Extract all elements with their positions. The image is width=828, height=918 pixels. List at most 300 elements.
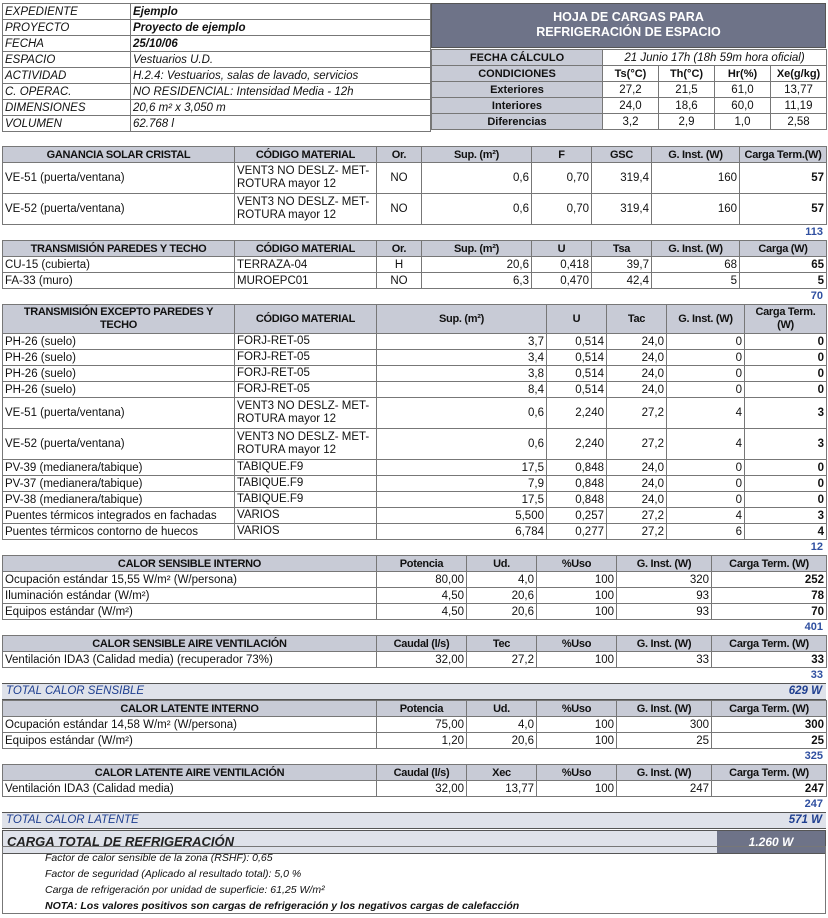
solar-subtotal: 113 — [805, 226, 823, 238]
sens_vent-cell: 32,00 — [377, 652, 467, 668]
sens_vent-cell: 33 — [712, 652, 827, 668]
sens_vent-cell: 100 — [537, 652, 617, 668]
sens_int-cell: 100 — [537, 572, 617, 588]
trans-cell: 0 — [667, 366, 745, 382]
walls-cell: 20,6 — [422, 257, 532, 273]
trans-cell: Puentes térmicos contorno de huecos — [3, 524, 235, 540]
trans-cell: VE-51 (puerta/ventana) — [3, 398, 235, 429]
sens_vent-cell: Ventilación IDA3 (Calidad media) (recuperador 73%) — [3, 652, 377, 668]
table-row — [3, 194, 827, 225]
sens_int-cell: Ocupación estándar 15,55 W/m² (W/persona) — [3, 572, 377, 588]
sens_vent-cell: 33 — [617, 652, 712, 668]
trans-cell: 0 — [745, 382, 827, 398]
trans-cell: 4 — [667, 398, 745, 429]
lat_vent-header-cell: %Uso — [537, 765, 617, 781]
sens_vent-subtotal: 33 — [810, 669, 823, 681]
trans-cell: 27,2 — [607, 508, 667, 524]
table-row — [3, 717, 827, 733]
trans-cell: 0,514 — [547, 366, 607, 382]
trans-cell: 0 — [667, 334, 745, 350]
sens_vent-header-row — [3, 636, 827, 652]
table-row — [3, 398, 827, 429]
trans-cell: 0 — [745, 476, 827, 492]
walls-header-cell: Or. — [377, 241, 422, 257]
sens_int-header-cell: Carga Term. (W) — [712, 556, 827, 572]
trans-cell: 3 — [745, 398, 827, 429]
info-label: EXPEDIENTE — [3, 4, 131, 20]
trans-cell: 3 — [745, 508, 827, 524]
lat_int-header-cell: %Uso — [537, 701, 617, 717]
walls-cell: CU-15 (cubierta) — [3, 257, 235, 273]
sens_int-cell: Equipos estándar (W/m²) — [3, 604, 377, 620]
trans-cell: 24,0 — [607, 492, 667, 508]
trans-cell: TABIQUE.F9 — [235, 476, 377, 492]
solar-cell: NO — [377, 194, 422, 225]
calc-date-label: FECHA CÁLCULO — [432, 50, 603, 66]
trans-cell: VENT3 NO DESLZ- MET- ROTURA mayor 12 — [235, 429, 377, 460]
info-label: VOLUMEN — [3, 116, 131, 132]
solar-header-cell: GSC — [592, 147, 652, 163]
solar-header-cell: CÓDIGO MATERIAL — [235, 147, 377, 163]
trans-cell: 0 — [745, 334, 827, 350]
walls-header-cell: TRANSMISIÓN PAREDES Y TECHO — [3, 241, 235, 257]
table-row — [3, 460, 827, 476]
trans-cell: PV-37 (medianera/tabique) — [3, 476, 235, 492]
sens_vent-header-cell: Tec — [467, 636, 537, 652]
trans-cell: 17,5 — [377, 460, 547, 476]
solar-cell: 319,4 — [592, 194, 652, 225]
calc-date-value: 21 Junio 17h (18h 59m hora oficial) — [603, 50, 827, 66]
walls-cell: 39,7 — [592, 257, 652, 273]
trans-header-cell: CÓDIGO MATERIAL — [235, 305, 377, 334]
trans-cell: 24,0 — [607, 350, 667, 366]
lat_int-cell: 300 — [712, 717, 827, 733]
trans-header-cell: TRANSMISIÓN EXCEPTO PAREDES Y TECHO — [3, 305, 235, 334]
trans-header-cell: Tac — [607, 305, 667, 334]
trans-header-row — [3, 305, 827, 334]
table-row — [3, 492, 827, 508]
info-value: 25/10/06 — [131, 36, 431, 52]
info-value: H.2.4: Vestuarios, salas de lavado, servicios — [131, 68, 431, 84]
trans-cell: 4 — [667, 429, 745, 460]
sens_int-header-cell: %Uso — [537, 556, 617, 572]
solar-cell: NO — [377, 163, 422, 194]
lat_vent-cell: Ventilación IDA3 (Calidad media) — [3, 781, 377, 797]
conditions-value: 21,5 — [659, 82, 715, 98]
solar-cell: VENT3 NO DESLZ- MET- ROTURA mayor 12 — [235, 163, 377, 194]
lat_int-header-cell: Ud. — [467, 701, 537, 717]
sens_int-cell: 4,0 — [467, 572, 537, 588]
trans-cell: 0,848 — [547, 460, 607, 476]
lat_int-header-cell: CALOR LATENTE INTERNO — [3, 701, 377, 717]
solar-table — [2, 146, 827, 225]
trans-cell: PV-38 (medianera/tabique) — [3, 492, 235, 508]
trans-cell: PH-26 (suelo) — [3, 334, 235, 350]
walls-header-cell: Sup. (m²) — [422, 241, 532, 257]
solar-header-cell: GANANCIA SOLAR CRISTAL — [3, 147, 235, 163]
walls-cell: MUROEPC01 — [235, 273, 377, 289]
trans-cell: 4 — [745, 524, 827, 540]
trans-cell: 7,9 — [377, 476, 547, 492]
info-row — [3, 116, 431, 132]
conditions-value: 60,0 — [715, 98, 771, 114]
sens_int-cell: 4,50 — [377, 604, 467, 620]
sens_int-cell: 78 — [712, 588, 827, 604]
solar-cell: 57 — [740, 163, 827, 194]
lat_vent-header-cell: Carga Term. (W) — [712, 765, 827, 781]
lat_int-cell: 300 — [617, 717, 712, 733]
walls-cell: NO — [377, 273, 422, 289]
table-row — [3, 273, 827, 289]
trans-cell: VENT3 NO DESLZ- MET- ROTURA mayor 12 — [235, 398, 377, 429]
walls-header-cell: U — [532, 241, 592, 257]
trans-cell: TABIQUE.F9 — [235, 460, 377, 476]
walls-cell: 0,470 — [532, 273, 592, 289]
info-value: 20,6 m² x 3,050 m — [131, 100, 431, 116]
solar-cell: 0,6 — [422, 194, 532, 225]
trans-cell: 4 — [667, 508, 745, 524]
trans-cell: 0,514 — [547, 334, 607, 350]
lat_vent-cell: 247 — [617, 781, 712, 797]
sens_int-cell: 320 — [617, 572, 712, 588]
trans-cell: 3,7 — [377, 334, 547, 350]
sens_int-cell: 80,00 — [377, 572, 467, 588]
trans-cell: 0 — [667, 476, 745, 492]
sens_vent-cell: 27,2 — [467, 652, 537, 668]
table-row — [3, 257, 827, 273]
info-row — [3, 4, 431, 20]
trans-cell: 5,500 — [377, 508, 547, 524]
sens_int-cell: 100 — [537, 588, 617, 604]
walls-cell: 6,3 — [422, 273, 532, 289]
lat_int-cell: 100 — [537, 717, 617, 733]
lat_int-cell: 100 — [537, 733, 617, 749]
lat_vent-header-row — [3, 765, 827, 781]
trans-cell: VARIOS — [235, 508, 377, 524]
info-label: DIMENSIONES — [3, 100, 131, 116]
trans-cell: PH-26 (suelo) — [3, 382, 235, 398]
conditions-value: 3,2 — [603, 114, 659, 130]
info-row — [3, 36, 431, 52]
trans-cell: 27,2 — [607, 429, 667, 460]
table-row — [3, 163, 827, 194]
solar-cell: 0,6 — [422, 163, 532, 194]
note-line: Carga de refrigeración por unidad de superficie: 61,25 W/m² — [45, 884, 325, 896]
sens_int-header-cell: Potencia — [377, 556, 467, 572]
info-label: PROYECTO — [3, 20, 131, 36]
sens_int-table — [2, 555, 827, 620]
note-bold: NOTA: Los valores positivos son cargas de refrigeración y los negativos cargas de calefacción — [45, 900, 520, 912]
walls-cell: H — [377, 257, 422, 273]
solar-header-cell: F — [532, 147, 592, 163]
total_sens-value: 629 W — [788, 685, 822, 697]
trans-cell: 0,848 — [547, 492, 607, 508]
trans-cell: 0 — [745, 350, 827, 366]
info-row — [3, 100, 431, 116]
table-row — [3, 604, 827, 620]
sens_int-header-cell: CALOR SENSIBLE INTERNO — [3, 556, 377, 572]
walls-cell: FA-33 (muro) — [3, 273, 235, 289]
info-value: Vestuarios U.D. — [131, 52, 431, 68]
lat_int-header-cell: Potencia — [377, 701, 467, 717]
lat_int-header-row — [3, 701, 827, 717]
conditions-row — [432, 98, 827, 114]
info-label: ACTIVIDAD — [3, 68, 131, 84]
solar-cell: 0,70 — [532, 194, 592, 225]
table-row — [3, 476, 827, 492]
sens_int-cell: 100 — [537, 604, 617, 620]
project-info-table — [2, 3, 431, 132]
info-value: NO RESIDENCIAL: Intensidad Media - 12h — [131, 84, 431, 100]
walls-header-cell: CÓDIGO MATERIAL — [235, 241, 377, 257]
lat_int-cell: Equipos estándar (W/m²) — [3, 733, 377, 749]
total_lat-bar — [2, 812, 826, 829]
trans-cell: 0,257 — [547, 508, 607, 524]
solar-header-cell: Carga Term.(W) — [740, 147, 827, 163]
conditions-value: 2,58 — [771, 114, 827, 130]
conditions-row-label: Exteriores — [432, 82, 603, 98]
trans-cell: 8,4 — [377, 382, 547, 398]
lat_int-cell: 4,0 — [467, 717, 537, 733]
info-value: 62.768 l — [131, 116, 431, 132]
trans-cell: 24,0 — [607, 334, 667, 350]
trans-cell: 6,784 — [377, 524, 547, 540]
sens_int-header-cell: G. Inst. (W) — [617, 556, 712, 572]
walls-header-cell: G. Inst. (W) — [652, 241, 740, 257]
grand-total-value: 1.260 W — [717, 831, 825, 853]
conditions-value: 61,0 — [715, 82, 771, 98]
conditions-table — [431, 49, 827, 130]
trans-cell: PH-26 (suelo) — [3, 366, 235, 382]
lat_int-table — [2, 700, 827, 749]
trans-cell: 27,2 — [607, 398, 667, 429]
trans-cell: VE-52 (puerta/ventana) — [3, 429, 235, 460]
solar-cell: 160 — [652, 163, 740, 194]
trans-header-cell: G. Inst. (W) — [667, 305, 745, 334]
sens_int-header-cell: Ud. — [467, 556, 537, 572]
conditions-label: CONDICIONES — [432, 66, 603, 82]
conditions-value: 13,77 — [771, 82, 827, 98]
load-sections — [2, 146, 826, 854]
lat_vent-cell: 100 — [537, 781, 617, 797]
lat_vent-header-cell: Caudal (l/s) — [377, 765, 467, 781]
trans-cell: 0 — [745, 460, 827, 476]
table-row — [3, 588, 827, 604]
sens_vent-header-cell: Carga Term. (W) — [712, 636, 827, 652]
info-label: ESPACIO — [3, 52, 131, 68]
solar-cell: VE-52 (puerta/ventana) — [3, 194, 235, 225]
conditions-value: 1,0 — [715, 114, 771, 130]
lat_int-cell: 25 — [712, 733, 827, 749]
trans-cell: 6 — [667, 524, 745, 540]
conditions-row — [432, 82, 827, 98]
sens_vent-header-cell: CALOR SENSIBLE AIRE VENTILACIÓN — [3, 636, 377, 652]
trans-cell: 0 — [745, 492, 827, 508]
trans-header-cell: Carga Term. (W) — [745, 305, 827, 334]
walls-cell: TERRAZA-04 — [235, 257, 377, 273]
trans-cell: 3 — [745, 429, 827, 460]
walls-subtotal: 70 — [810, 290, 823, 302]
info-label: C. OPERAC. — [3, 84, 131, 100]
walls-table — [2, 240, 827, 289]
info-row — [3, 52, 431, 68]
info-row — [3, 20, 431, 36]
walls-header-cell: Carga (W) — [740, 241, 827, 257]
trans-cell: 0,6 — [377, 398, 547, 429]
sens_vent-header-cell: G. Inst. (W) — [617, 636, 712, 652]
total_sens-bar — [2, 683, 826, 700]
sheet-title — [431, 3, 826, 48]
trans-cell: 0 — [667, 460, 745, 476]
trans-cell: 3,4 — [377, 350, 547, 366]
trans-cell: 2,240 — [547, 398, 607, 429]
total_lat-label: TOTAL CALOR LATENTE — [6, 814, 139, 826]
trans-cell: 24,0 — [607, 476, 667, 492]
lat_int-cell: Ocupación estándar 14,58 W/m² (W/persona) — [3, 717, 377, 733]
trans-cell: 0,514 — [547, 350, 607, 366]
trans-cell: VARIOS — [235, 524, 377, 540]
table-row — [3, 508, 827, 524]
sens_int-cell: 20,6 — [467, 604, 537, 620]
note-line: Factor de calor sensible de la zona (RSHF): 0,65 — [45, 852, 273, 864]
table-row — [3, 781, 827, 797]
table-row — [3, 572, 827, 588]
lat_vent-subtotal: 247 — [804, 798, 823, 810]
conditions-value: 2,9 — [659, 114, 715, 130]
lat_vent-cell: 32,00 — [377, 781, 467, 797]
trans-cell: TABIQUE.F9 — [235, 492, 377, 508]
trans-cell: 0,848 — [547, 476, 607, 492]
walls-cell: 5 — [652, 273, 740, 289]
solar-cell: 0,70 — [532, 163, 592, 194]
conditions-value: 18,6 — [659, 98, 715, 114]
conditions-value: 24,0 — [603, 98, 659, 114]
walls-cell: 0,418 — [532, 257, 592, 273]
trans-cell: FORJ-RET-05 — [235, 334, 377, 350]
conditions-value: 11,19 — [771, 98, 827, 114]
solar-cell: 57 — [740, 194, 827, 225]
trans-cell: 0 — [667, 382, 745, 398]
trans-cell: PV-39 (medianera/tabique) — [3, 460, 235, 476]
lat_int-header-cell: G. Inst. (W) — [617, 701, 712, 717]
solar-header-cell: G. Inst. (W) — [652, 147, 740, 163]
conditions-row-label: Interiores — [432, 98, 603, 114]
sens_int-cell: 93 — [617, 604, 712, 620]
lat_vent-table — [2, 764, 827, 797]
lat_int-header-cell: Carga Term. (W) — [712, 701, 827, 717]
trans-cell: 24,0 — [607, 460, 667, 476]
trans-header-cell: Sup. (m²) — [377, 305, 547, 334]
grand-total-label: CARGA TOTAL DE REFRIGERACIÓN — [7, 834, 235, 849]
conditions-row-label: Diferencias — [432, 114, 603, 130]
walls-cell: 65 — [740, 257, 827, 273]
lat_vent-cell: 13,77 — [467, 781, 537, 797]
solar-cell: 160 — [652, 194, 740, 225]
conditions-col-header: Th(°C) — [659, 66, 715, 82]
table-row — [3, 429, 827, 460]
table-row — [3, 334, 827, 350]
walls-header-row — [3, 241, 827, 257]
lat_int-cell: 20,6 — [467, 733, 537, 749]
trans-cell: FORJ-RET-05 — [235, 350, 377, 366]
trans-cell: 0,6 — [377, 429, 547, 460]
trans-cell: 0,277 — [547, 524, 607, 540]
conditions-value: 27,2 — [603, 82, 659, 98]
table-row — [3, 350, 827, 366]
trans-cell: 24,0 — [607, 366, 667, 382]
conditions-col-header: Hr(%) — [715, 66, 771, 82]
walls-cell: 5 — [740, 273, 827, 289]
sens_int-cell: 20,6 — [467, 588, 537, 604]
trans-cell: 2,240 — [547, 429, 607, 460]
sens_int-cell: 252 — [712, 572, 827, 588]
sens_int-cell: 4,50 — [377, 588, 467, 604]
lat_vent-header-cell: G. Inst. (W) — [617, 765, 712, 781]
trans-cell: 0,514 — [547, 382, 607, 398]
info-value: Proyecto de ejemplo — [131, 20, 431, 36]
table-row — [3, 382, 827, 398]
notes-block — [2, 846, 826, 914]
sens_int-subtotal: 401 — [804, 621, 823, 633]
total_sens-label: TOTAL CALOR SENSIBLE — [6, 685, 145, 697]
trans-cell: 17,5 — [377, 492, 547, 508]
solar-header-row — [3, 147, 827, 163]
sheet-title-line2: REFRIGERACIÓN DE ESPACIO — [536, 25, 721, 39]
trans-header-cell: U — [547, 305, 607, 334]
trans-cell: 27,2 — [607, 524, 667, 540]
lat_vent-cell: 247 — [712, 781, 827, 797]
total_lat-value: 571 W — [788, 814, 822, 826]
sens_vent-header-cell: Caudal (l/s) — [377, 636, 467, 652]
trans-cell: 24,0 — [607, 382, 667, 398]
conditions-col-header: Xe(g/kg) — [771, 66, 827, 82]
table-row — [3, 366, 827, 382]
solar-cell: VENT3 NO DESLZ- MET- ROTURA mayor 12 — [235, 194, 377, 225]
sens_vent-header-cell: %Uso — [537, 636, 617, 652]
trans-cell: 0 — [667, 350, 745, 366]
note-line: Factor de seguridad (Aplicado al resultado total): 5,0 % — [45, 868, 302, 880]
trans-cell: 3,8 — [377, 366, 547, 382]
sheet-title-line1: HOJA DE CARGAS PARA — [553, 10, 704, 24]
lat_int-cell: 25 — [617, 733, 712, 749]
info-row — [3, 84, 431, 100]
sens_int-cell: 70 — [712, 604, 827, 620]
lat_vent-header-cell: Xec — [467, 765, 537, 781]
solar-header-cell: Sup. (m²) — [422, 147, 532, 163]
trans-cell: FORJ-RET-05 — [235, 382, 377, 398]
lat_int-cell: 1,20 — [377, 733, 467, 749]
info-label: FECHA — [3, 36, 131, 52]
solar-cell: VE-51 (puerta/ventana) — [3, 163, 235, 194]
sens_int-cell: 93 — [617, 588, 712, 604]
info-row — [3, 68, 431, 84]
trans-table — [2, 304, 827, 540]
info-value: Ejemplo — [131, 4, 431, 20]
sens_int-header-row — [3, 556, 827, 572]
lat_int-subtotal: 325 — [804, 750, 823, 762]
table-row — [3, 652, 827, 668]
trans-cell: 0 — [745, 366, 827, 382]
trans-cell: Puentes térmicos integrados en fachadas — [3, 508, 235, 524]
table-row — [3, 524, 827, 540]
sens_vent-table — [2, 635, 827, 668]
solar-cell: 319,4 — [592, 163, 652, 194]
conditions-row — [432, 114, 827, 130]
trans-cell: FORJ-RET-05 — [235, 366, 377, 382]
trans-cell: PH-26 (suelo) — [3, 350, 235, 366]
trans-subtotal: 12 — [810, 541, 823, 553]
walls-cell: 68 — [652, 257, 740, 273]
